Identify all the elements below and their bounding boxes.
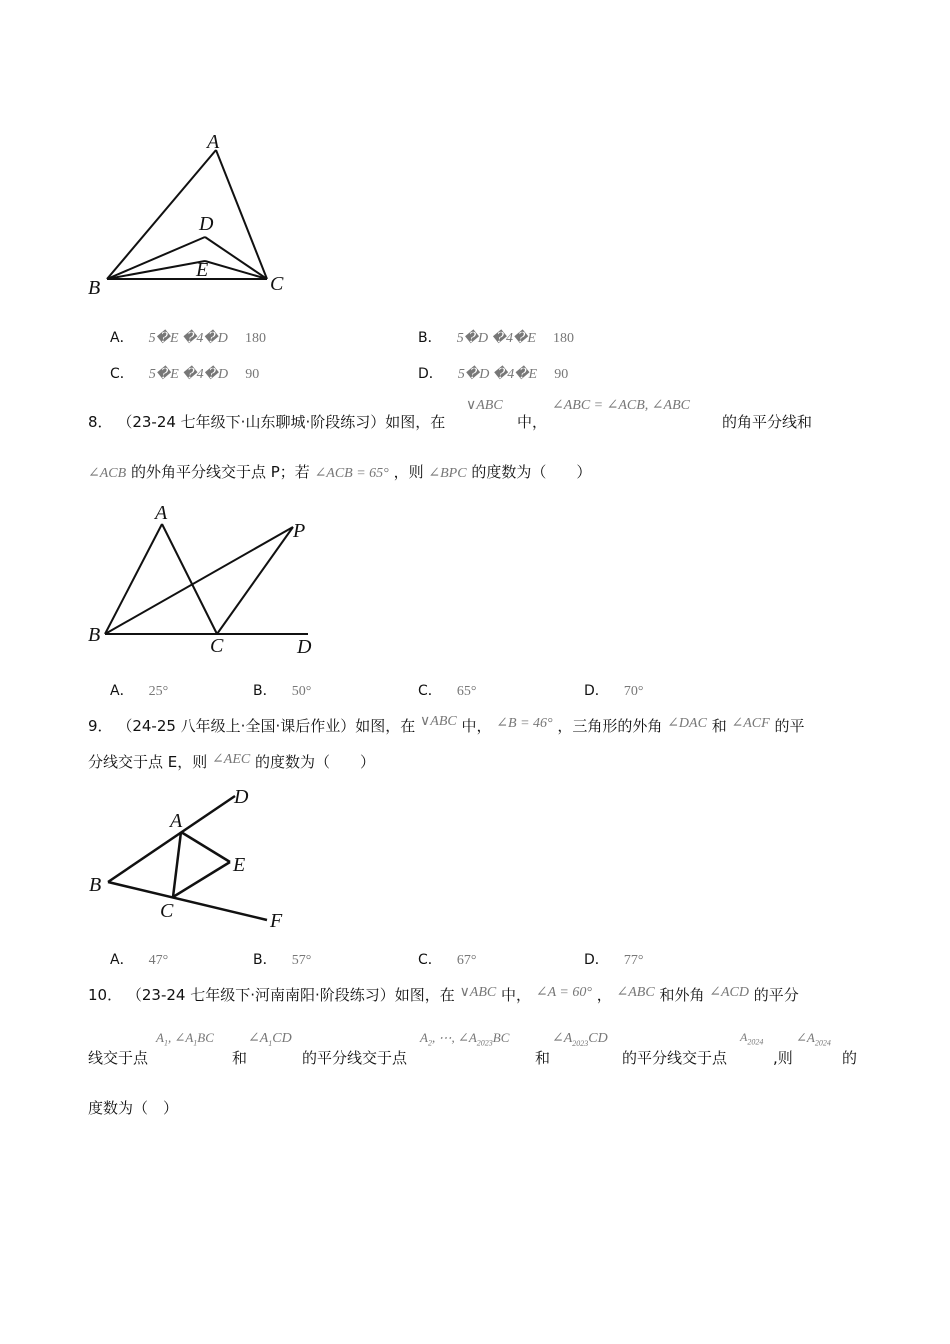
q10-angle-a1cd (248, 1030, 292, 1048)
question-number: 9． (88, 717, 113, 735)
option-expression: 5�D �4�E (456, 331, 536, 346)
vertex-label-e: E (196, 259, 209, 281)
q10-points-2 (420, 1030, 509, 1048)
q8-option-b[interactable] (253, 680, 311, 700)
option-value: 57° (291, 953, 312, 968)
target-angle: ∠BPC (428, 466, 467, 481)
angle-acd: ∠ACD (709, 985, 749, 1000)
vertex-label-c: C (210, 635, 224, 657)
q10-line2-mid: 的平分线交于点 (302, 1049, 408, 1067)
question-number: 10． (88, 986, 123, 1004)
option-letter: A． (110, 330, 134, 346)
option-value: 180 (553, 331, 575, 346)
q7-option-b[interactable] (418, 327, 574, 347)
vertex-label-d: D (199, 213, 214, 235)
vertex-label-d: D (234, 786, 249, 808)
segment-bd (107, 237, 205, 279)
text: 和外角 (659, 986, 705, 1004)
text: 的平分 (753, 986, 799, 1004)
subscript: 2 (427, 1038, 432, 1048)
option-value: 70° (623, 684, 644, 699)
vertex-label-a: A (155, 502, 168, 524)
text: 分线交于点 E，则 (88, 753, 208, 771)
angle-prefix: ∠A (552, 1031, 573, 1046)
q10-and-1: 和 (232, 1049, 248, 1067)
option-letter: A． (110, 952, 134, 968)
q10-then: ,则 (773, 1049, 793, 1067)
question-source: （23-24 七年级下·河南南阳·阶段练习）如图，在 (126, 986, 455, 1004)
q8-option-c[interactable] (418, 680, 476, 700)
segment-ac (216, 150, 267, 279)
segment-ce (173, 862, 230, 897)
q10-end2: 的 (842, 1049, 858, 1067)
q7-option-a[interactable] (110, 327, 266, 347)
text: 中， (461, 717, 492, 735)
q8-mid-text: 中， (517, 413, 548, 431)
triangle: ∨ABC (420, 714, 457, 729)
option-value: 77° (623, 953, 644, 968)
q7-option-c[interactable] (110, 363, 259, 383)
option-letter: B． (253, 683, 277, 699)
figure-triangle-abc-de (80, 125, 300, 305)
q9-option-c[interactable] (418, 949, 476, 969)
angle-acb: ∠ACB (88, 466, 127, 481)
q8-triangle: ∨ABC (466, 398, 503, 413)
vertex-label-a: A (170, 810, 183, 832)
text: 中， (501, 986, 532, 1004)
angle-abc: ∠ABC (616, 985, 655, 1000)
vertex-label-b: B (88, 624, 101, 646)
angle-acf: ∠ACF (731, 716, 770, 731)
segment-ac (162, 524, 217, 634)
option-letter: B． (418, 330, 442, 346)
q8-end1: 的角平分线和 (722, 413, 813, 431)
option-letter: A． (110, 683, 134, 699)
angle-prefix: , ⋯, ∠A (431, 1030, 477, 1045)
option-value: 25° (148, 684, 169, 699)
option-value: 90 (245, 367, 260, 382)
subscript: 2024 (814, 1038, 831, 1048)
text: 的度数为（ ） (471, 463, 592, 481)
vertex-label-c: C (160, 900, 174, 922)
q10-line1 (88, 985, 799, 1007)
q9-line1 (88, 716, 804, 738)
question-source: （23-24 七年级下·山东聊城·阶段练习）如图，在 (117, 413, 446, 431)
segment-be (107, 261, 205, 279)
angle-prefix: ∠A (248, 1031, 269, 1046)
vertex-label-d: D (297, 636, 312, 658)
option-value: 180 (245, 331, 266, 346)
option-letter: C． (418, 683, 442, 699)
q10-line3: 度数为（ ） (88, 1099, 179, 1117)
vertex-label-a: A (207, 131, 220, 153)
option-letter: B． (253, 952, 277, 968)
q8-figure (80, 495, 330, 665)
text: ， (596, 986, 612, 1004)
text: 的度数为（ ） (254, 753, 375, 771)
option-letter: D． (584, 683, 609, 699)
q10-line2-start: 线交于点 (88, 1049, 149, 1067)
text: 和 (711, 717, 727, 735)
option-letter: C． (418, 952, 442, 968)
vertex-label-c: C (270, 273, 284, 295)
option-letter: C． (110, 366, 134, 382)
subscript: 2023 (572, 1038, 589, 1048)
option-value: 47° (148, 953, 169, 968)
question-number: 8． (88, 413, 113, 431)
option-value: 67° (456, 953, 477, 968)
q7-option-d[interactable] (418, 363, 568, 383)
q9-option-d[interactable] (584, 949, 643, 969)
vertex-label-b: B (88, 277, 101, 299)
q8-option-d[interactable] (584, 680, 643, 700)
q10-angle-a2023cd (552, 1030, 608, 1048)
angle-suffix: BC (197, 1030, 214, 1045)
text: 的外角平分线交于点 P；若 (130, 463, 310, 481)
given-angle: ∠A = 60° (535, 985, 592, 1000)
vertex-label-e: E (233, 854, 246, 876)
q9-figure (80, 782, 310, 942)
angle-dac: ∠DAC (667, 716, 707, 731)
subscript: 2023 (476, 1038, 493, 1048)
text: ，则 (393, 463, 424, 481)
text: 的平 (774, 717, 805, 735)
angle-suffix: CD (272, 1031, 292, 1046)
option-value: 65° (456, 684, 477, 699)
option-expression: 5�E �4�D (148, 331, 228, 346)
q9-option-b[interactable] (253, 949, 311, 969)
point-a: A (740, 1030, 748, 1044)
q9-line2 (88, 752, 375, 774)
text: ，三角形的外角 (557, 717, 663, 735)
option-letter: D． (418, 366, 443, 382)
segment-ac (173, 832, 181, 897)
q8-line2 (88, 462, 591, 484)
subscript: 1 (163, 1038, 168, 1048)
angle-suffix: CD (588, 1031, 608, 1046)
q10-line2-end: 的平分线交于点 (622, 1049, 728, 1067)
subscript: 1 (193, 1038, 198, 1048)
given-angle: ∠ACB = 65° (314, 466, 389, 481)
segment-ae (181, 832, 230, 862)
given-angle: ∠B = 46° (496, 716, 553, 731)
q10-and-2: 和 (535, 1049, 551, 1067)
option-letter: D． (584, 952, 609, 968)
vertex-label-p: P (293, 520, 306, 542)
point-a: A (420, 1030, 428, 1045)
q10-points-1 (156, 1030, 214, 1048)
target-angle: ∠AEC (212, 752, 251, 767)
option-expression: 5�E �4�D (148, 367, 229, 382)
subscript: 1 (268, 1038, 273, 1048)
q8-condition: ∠ABC = ∠ACB, ∠ABC (552, 398, 690, 413)
angle-suffix: BC (492, 1030, 510, 1045)
subscript: 2024 (747, 1037, 764, 1047)
q10-target-angle (796, 1030, 831, 1048)
question-source: （24-25 八年级上·全国·课后作业）如图，在 (117, 717, 416, 735)
angle-prefix: ∠A (796, 1030, 815, 1045)
vertex-label-f: F (270, 910, 283, 932)
segment-cp (217, 527, 293, 634)
point-a: A (156, 1030, 164, 1045)
vertex-label-b: B (89, 874, 102, 896)
triangle: ∨ABC (459, 985, 497, 1000)
q9-option-a[interactable] (110, 949, 168, 969)
q8-option-a[interactable] (110, 680, 168, 700)
option-value: 90 (554, 367, 569, 382)
segment-ec (205, 261, 267, 279)
angle-prefix: , ∠A (167, 1030, 194, 1045)
segment-bd (108, 796, 235, 882)
q8-line1 (88, 412, 445, 432)
option-expression: 5�D �4�E (457, 367, 538, 382)
q10-point-a2024 (740, 1030, 763, 1046)
option-value: 50° (291, 684, 312, 699)
